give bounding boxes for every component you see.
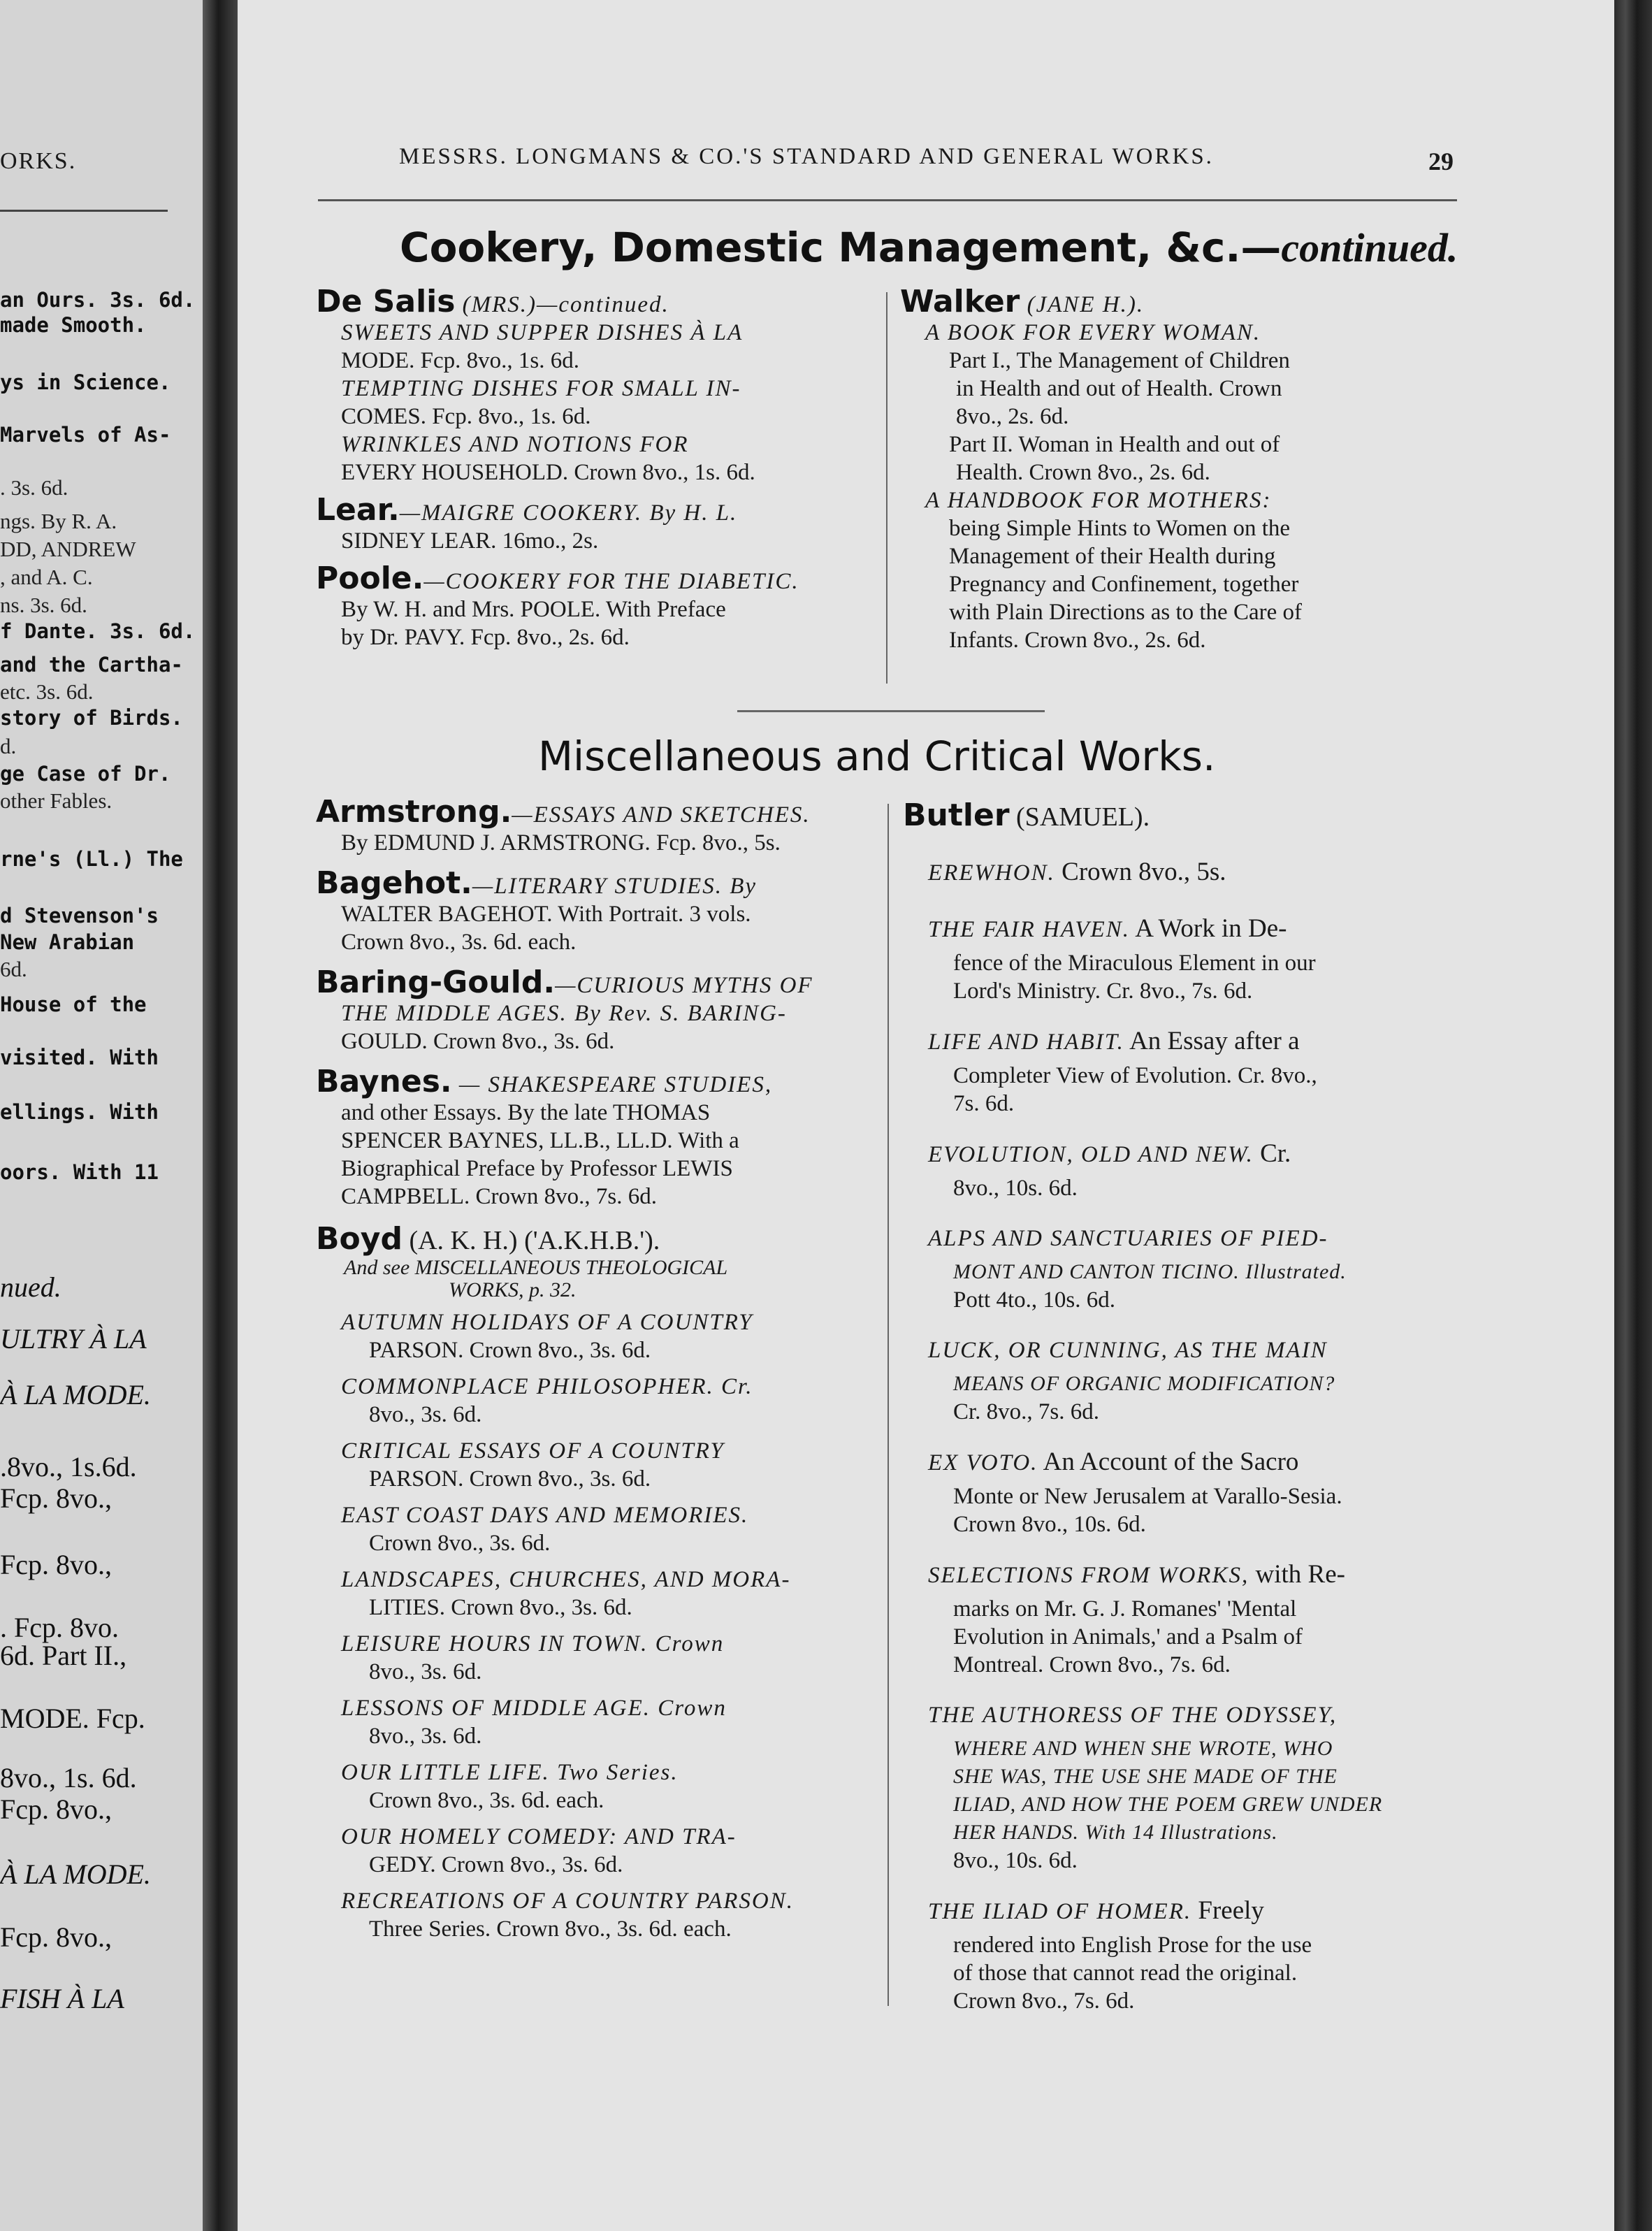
work-details: PARSON. Crown 8vo., 3s. 6d. [369,1466,651,1492]
left-fragment: Fcp. 8vo., [0,1793,112,1825]
work-entry [316,1630,875,1686]
work-line: HER HANDS. With 14 Illustrations. [953,1821,1278,1844]
left-fragment: MODE. Fcp. [0,1703,145,1734]
left-fragment: ellings. With [0,1100,159,1124]
author-note: (A. K. H.) ('A.K.H.B.'). [402,1226,660,1255]
entry-line: MODE. Fcp. 8vo., 1s. 6d. [341,348,580,373]
work-details: 8vo., 3s. 6d. [369,1659,482,1684]
left-fragment: and the Cartha- [0,653,183,677]
left-fragment: ge Case of Dr. [0,762,171,786]
entry-line: CAMPBELL. Crown 8vo., 7s. 6d. [341,1184,657,1209]
left-fragment: ys in Science. [0,370,171,394]
entry [316,969,875,1055]
entry-heading [316,1068,875,1099]
entry-heading [316,288,875,319]
work-title: LEISURE HOURS IN TOWN. Crown [341,1631,725,1656]
entry-line: 8vo., 2s. 6d. [956,404,1069,429]
page-edge [1614,0,1652,2231]
left-fragment: . 3s. 6d. [0,475,68,500]
work-entry [903,857,1462,893]
work-title-line [903,1447,1462,1482]
column-rule [886,292,887,684]
work-title: THE ILIAD OF HOMER. [928,1899,1192,1924]
cookery-right-column [900,288,1459,664]
left-fragment: rne's (Ll.) The [0,847,183,871]
entry-line: GOULD. Crown 8vo., 3s. 6d. [341,1029,615,1054]
work-line: 8vo., 10s. 6d. [953,1848,1078,1873]
work-entry [316,1887,875,1943]
left-fragment: DD, ANDREW [0,537,136,561]
work-details: GEDY. Crown 8vo., 3s. 6d. [369,1852,623,1877]
entry-line: TEMPTING DISHES FOR SMALL IN- [341,376,741,401]
work-entry [316,1566,875,1622]
running-head: MESSRS. LONGMANS & CO.'S STANDARD AND GENERAL WORKS. [399,144,1214,169]
work-title: EVOLUTION, OLD AND NEW. [928,1142,1254,1167]
entry-heading [900,288,1459,319]
work-line: of those that cannot read the original. [953,1961,1298,1986]
author-name: Butler [903,798,1010,833]
author-name: Bagehot. [316,869,472,900]
section-title-text: Cookery, Domestic Management, &c.— [400,224,1282,271]
left-fragment: 6d. Part II., [0,1640,127,1671]
work-title: LESSONS OF MIDDLE AGE. Crown [341,1696,727,1721]
left-fragment: other Fables. [0,788,113,813]
work-detail: with Re- [1249,1560,1345,1589]
work-line: WHERE AND WHEN SHE WROTE, WHO [953,1737,1333,1760]
work-title: EAST COAST DAYS AND MEMORIES. [341,1503,749,1528]
work-entry [903,1335,1462,1426]
see-also-note: And see MISCELLANEOUS THEOLOGICAL [344,1257,728,1279]
section-title-cookery [400,224,1458,271]
work-entry [316,1308,875,1364]
page-number: 29 [1428,147,1454,175]
work-title: CRITICAL ESSAYS OF A COUNTRY [341,1438,725,1464]
author-name: Boyd [316,1223,403,1257]
column-rule [887,804,889,2006]
entry-heading [903,798,1462,840]
left-fragment: House of the [0,992,147,1016]
left-fragment: , and A. C. [0,565,93,589]
entry-line: being Simple Hints to Women on the [949,516,1291,541]
left-fragment: ngs. By R. A. [0,509,117,533]
author-note: (SAMUEL). [1009,802,1150,832]
author-name: Baynes. [316,1068,452,1099]
left-fragment: d. [0,734,17,758]
work-title-line [903,1139,1462,1174]
left-fragment: etc. 3s. 6d. [0,679,94,704]
entry [316,798,875,857]
cookery-left-column [316,288,875,661]
entry-line: Pregnancy and Confinement, together [949,572,1299,597]
entry-line: Health. Crown 8vo., 2s. 6d. [956,460,1210,485]
work-title: RECREATIONS OF A COUNTRY PARSON. [341,1889,794,1914]
work-title: COMMONPLACE PHILOSOPHER. Cr. [341,1374,753,1399]
left-fragment: Fcp. 8vo., [0,1549,112,1580]
work-title-line [903,1559,1462,1595]
entry-heading [316,1223,875,1257]
entry-line: SIDNEY LEAR. 16mo., 2s. [341,528,599,554]
work-title-line [903,1700,1462,1735]
work-title-line [903,857,1462,893]
work-line: Monte or New Jerusalem at Varallo-Sesia. [953,1484,1342,1509]
section-divider [737,710,1045,712]
work-details: LITIES. Crown 8vo., 3s. 6d. [369,1595,632,1620]
left-fragment: À LA MODE. [0,1379,151,1410]
misc-left-column [316,798,875,1951]
left-fragment: Fcp. 8vo., [0,1921,112,1953]
entry-heading [316,869,875,900]
work-entry [316,1437,875,1493]
work-title: THE FAIR HAVEN. [928,917,1130,942]
left-fragment: nued. [0,1271,61,1303]
header-rule [318,199,1457,201]
entry [316,869,875,956]
left-header-rule [0,210,168,212]
entry-heading [316,969,875,999]
entry-line: COMES. Fcp. 8vo., 1s. 6d. [341,404,591,429]
work-title: THE AUTHORESS OF THE ODYSSEY, [928,1703,1338,1728]
entry-line: By W. H. and Mrs. POOLE. With Preface [341,597,726,622]
work-title: OUR LITTLE LIFE. Two Series. [341,1760,679,1785]
entry [316,288,875,486]
work-detail: An Essay after a [1124,1027,1300,1055]
left-fragment: an Ours. 3s. 6d. [0,288,196,312]
work-entry [316,1373,875,1429]
left-fragment: story of Birds. [0,706,183,730]
work-detail: Crown 8vo., 5s. [1055,858,1226,886]
left-fragment: Fcp. 8vo., [0,1482,112,1514]
work-details: Three Series. Crown 8vo., 3s. 6d. each. [369,1916,732,1942]
entry-line: Biographical Preface by Professor LEWIS [341,1156,733,1181]
left-fragment: . Fcp. 8vo. [0,1612,119,1643]
entry-line: WALTER BAGEHOT. With Portrait. 3 vols. [341,902,751,927]
entry-title: (MRS.)—continued. [455,292,669,317]
work-title: LIFE AND HABIT. [928,1030,1124,1055]
entry-heading [316,798,875,829]
book-gutter [203,0,238,2231]
left-fragment: 8vo., 1s. 6d. [0,1762,137,1793]
left-fragment: 6d. [0,957,27,981]
left-page-fragment [0,0,203,2231]
work-entry [903,1700,1462,1875]
work-details: 8vo., 3s. 6d. [369,1402,482,1427]
left-fragment: .8vo., 1s.6d. [0,1451,137,1482]
entry-line: SPENCER BAYNES, LL.B., LL.D. With a [341,1128,739,1153]
left-fragment: f Dante. 3s. 6d. [0,619,196,643]
work-line: Pott 4to., 10s. 6d. [953,1287,1115,1313]
entry-title: —ESSAYS AND SKETCHES. [512,802,811,828]
work-line: ILIAD, AND HOW THE POEM GREW UNDER [953,1793,1383,1816]
continued-label: continued. [1281,225,1458,270]
work-entry [316,1694,875,1750]
work-line: Evolution in Animals,' and a Psalm of [953,1624,1303,1649]
work-entry [903,1223,1462,1314]
work-details: 8vo., 3s. 6d. [369,1724,482,1749]
work-detail: Freely [1191,1896,1264,1925]
left-fragment: ULTRY À LA [0,1323,147,1355]
entry-line: with Plain Directions as to the Care of [949,600,1302,625]
entry-heading [316,565,875,595]
entry-line: WRINKLES AND NOTIONS FOR [341,432,689,457]
left-fragment: d Stevenson's [0,904,159,927]
entry-line: and other Essays. By the late THOMAS [341,1100,711,1125]
entry-title: —CURIOUS MYTHS OF [555,973,813,998]
entry-line: THE MIDDLE AGES. By Rev. S. BARING- [341,1001,787,1026]
left-running-head: ORKS. [0,148,77,174]
entry-title: — SHAKESPEARE STUDIES, [451,1072,773,1097]
entry-line: Part II. Woman in Health and out of [949,432,1280,457]
work-entry [903,1559,1462,1679]
misc-right-column [903,798,1462,2036]
work-title: AUTUMN HOLIDAYS OF A COUNTRY [341,1310,753,1335]
entry-line: Crown 8vo., 3s. 6d. each. [341,930,577,955]
entry-title: —COOKERY FOR THE DIABETIC. [423,569,799,594]
work-details: Crown 8vo., 3s. 6d. [369,1531,551,1556]
entry-title: (JANE H.). [1020,292,1145,317]
work-title: SELECTIONS FROM WORKS, [928,1563,1249,1588]
work-entry [903,1447,1462,1538]
work-line: MONT AND CANTON TICINO. Illustrated. [953,1260,1347,1283]
work-details: Crown 8vo., 3s. 6d. each. [369,1788,604,1813]
work-details: PARSON. Crown 8vo., 3s. 6d. [369,1338,651,1363]
entry-line: Management of their Health during [949,544,1276,569]
work-entry [903,1139,1462,1202]
work-line: 8vo., 10s. 6d. [953,1176,1078,1201]
work-title-line [903,914,1462,949]
left-fragment: visited. With [0,1046,159,1069]
left-fragment: FISH À LA [0,1983,124,2014]
entry-line: Part I., The Management of Children [949,348,1290,373]
work-line: Crown 8vo., 10s. 6d. [953,1512,1146,1537]
entry-line: A HANDBOOK FOR MOTHERS: [925,488,1272,513]
work-entry [316,1759,875,1814]
work-line: Lord's Ministry. Cr. 8vo., 7s. 6d. [953,979,1253,1004]
work-title: ALPS AND SANCTUARIES OF PIED- [928,1226,1328,1251]
entry-line: By EDMUND J. ARMSTRONG. Fcp. 8vo., 5s. [341,830,781,855]
entry-line: A BOOK FOR EVERY WOMAN. [925,320,1261,345]
left-fragment: oors. With 11 [0,1160,159,1184]
entry-line: Infants. Crown 8vo., 2s. 6d. [949,628,1206,653]
see-also-note: WORKS, p. 32. [449,1279,577,1301]
work-title: LUCK, OR CUNNING, AS THE MAIN [928,1338,1328,1363]
author-name: Walker [900,288,1020,319]
work-entry [903,1896,1462,2015]
work-title: EX VOTO. [928,1450,1038,1475]
work-title-line [903,1026,1462,1062]
work-title-line [903,1335,1462,1370]
entry-line: SWEETS AND SUPPER DISHES À LA [341,320,744,345]
left-fragment: New Arabian [0,930,135,954]
entry-line: EVERY HOUSEHOLD. Crown 8vo., 1s. 6d. [341,460,755,485]
author-name: Lear. [316,496,400,527]
left-fragment: À LA MODE. [0,1858,151,1890]
entry-line: by Dr. PAVY. Fcp. 8vo., 2s. 6d. [341,625,630,650]
entry-line: in Health and out of Health. Crown [956,376,1282,401]
work-title-line [903,1223,1462,1258]
author-name: Armstrong. [316,798,512,829]
entry [316,496,875,555]
work-line: SHE WAS, THE USE SHE MADE OF THE [953,1765,1338,1788]
work-line: fence of the Miraculous Element in our [953,951,1316,976]
entry [316,1068,875,1211]
entry-heading [316,496,875,527]
work-title: LANDSCAPES, CHURCHES, AND MORA- [341,1567,791,1592]
author-name: De Salis [316,288,456,319]
entry-title: —LITERARY STUDIES. By [472,874,758,899]
work-entry [316,1823,875,1879]
work-line: Crown 8vo., 7s. 6d. [953,1988,1135,2014]
work-title: EREWHON. [928,860,1055,886]
left-fragment: made Smooth. [0,313,147,337]
left-fragment: Marvels of As- [0,423,171,447]
work-line: MEANS OF ORGANIC MODIFICATION? [953,1372,1335,1395]
work-entry [316,1501,875,1557]
work-line: Cr. 8vo., 7s. 6d. [953,1399,1100,1424]
work-detail: Cr. [1253,1139,1291,1168]
author-name: Baring-Gould. [316,969,556,999]
work-line: 7s. 6d. [953,1091,1015,1116]
author-name: Poole. [316,565,424,595]
work-detail: A Work in De- [1129,914,1287,943]
work-entry [903,914,1462,1005]
work-line: Completer View of Evolution. Cr. 8vo., [953,1063,1317,1088]
work-detail: An Account of the Sacro [1038,1447,1299,1476]
work-line: rendered into English Prose for the use [953,1933,1312,1958]
work-title-line [903,1896,1462,1931]
work-line: marks on Mr. G. J. Romanes' 'Mental [953,1596,1297,1622]
work-line: Montreal. Crown 8vo., 7s. 6d. [953,1652,1231,1677]
entry-title: —MAIGRE COOKERY. By H. L. [399,500,738,526]
entry [316,565,875,651]
work-entry [903,1026,1462,1118]
section-title-misc: Miscellaneous and Critical Works. [538,732,1216,780]
work-title: OUR HOMELY COMEDY: AND TRA- [341,1824,737,1849]
entry [900,288,1459,654]
left-fragment: ns. 3s. 6d. [0,593,87,617]
